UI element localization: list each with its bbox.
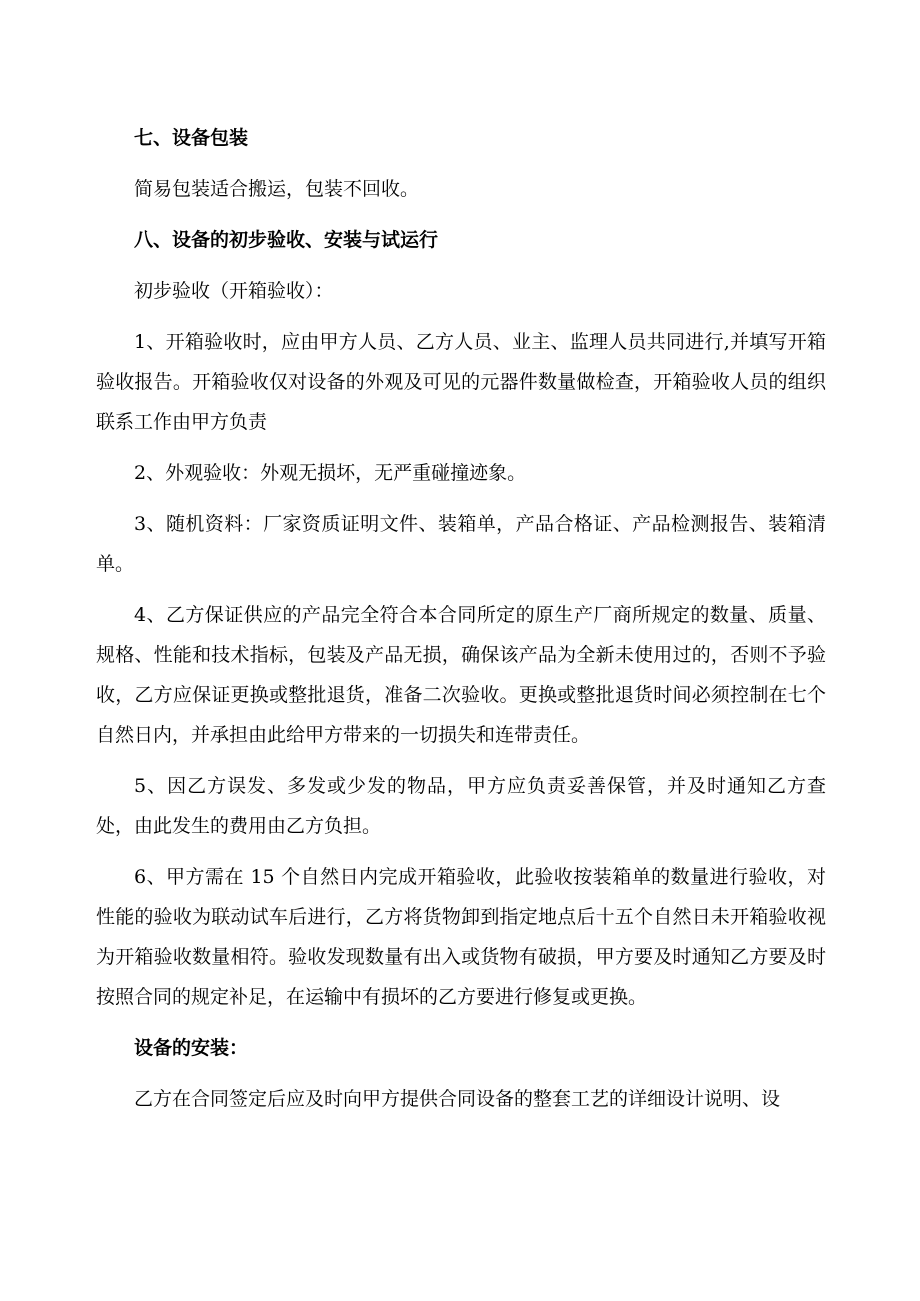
clause-2: 2、外观验收：外观无损坏，无严重碰撞迹象。 — [134, 462, 527, 484]
installation-body: 乙方在合同签定后应及时向甲方提供合同设备的整套工艺的详细设计说明、设 — [134, 1088, 781, 1110]
clause-5: 5、因乙方误发、多发或少发的物品，甲方应负责妥善保管，并及时通知乙方查处，由此发生的费用由乙方负担。 — [96, 775, 826, 837]
installation-heading: 设备的安装： — [134, 1037, 249, 1059]
section-7-heading: 七、设备包装 — [134, 127, 249, 149]
clause-3: 3、随机资料：厂家资质证明文件、装箱单，产品合格证、产品检测报告、装箱清单。 — [96, 513, 826, 575]
document-page — [96, 118, 826, 1119]
section-8-subheading: 初步验收（开箱验收）： — [134, 280, 334, 302]
clause-1: 1、开箱验收时，应由甲方人员、乙方人员、业主、监理人员共同进行,并填写开箱验收报告。开箱验收仅对设备的外观及可见的元器件数量做检查，开箱验收人员的组织联系工作由甲方负责 — [96, 331, 826, 433]
clause-6: 6、甲方需在 15 个自然日内完成开箱验收，此验收按装箱单的数量进行验收，对性能的验收为联动试车后进行，乙方将货物卸到指定地点后十五个自然日未开箱验收视为开箱验收数量相符。验收发现数量有出入或货物有破损，甲方要及时通知乙方要及时按照合同的规定补足，在运输中有损坏的乙方要进行修复或更换。 — [96, 866, 826, 1008]
section-7-body: 简易包装适合搬运，包装不回收。 — [134, 178, 420, 200]
clause-4: 4、乙方保证供应的产品完全符合本合同所定的原生产厂商所规定的数量、质量、规格、性能和技术指标，包装及产品无损，确保该产品为全新未使用过的，否则不予验收，乙方应保证更换或整批退货，准备二次验收。更换或整批退货时间必须控制在七个自然日内，并承担由此给甲方带来的一切损失和连带责任。 — [96, 604, 826, 746]
section-8-heading: 八、设备的初步验收、安装与试运行 — [134, 229, 439, 251]
